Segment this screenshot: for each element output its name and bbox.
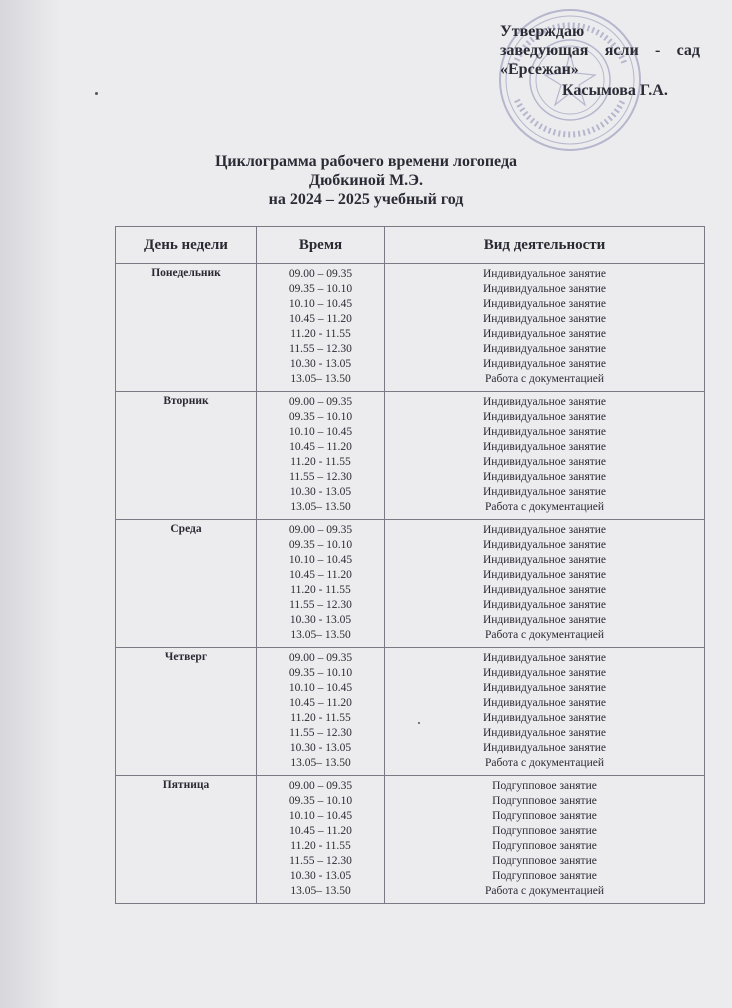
time-slot: 10.10 – 10.45 [288,682,353,694]
schedule-body [116,264,705,904]
activity-entry: Индивидуальное занятие [482,441,607,453]
activity-entry: Индивидуальное занятие [482,667,607,679]
header-time: Время [257,227,385,264]
time-slot: 10.10 – 10.45 [288,810,353,822]
activity-entry: Индивидуальное занятие [482,358,607,370]
activity-entry: Индивидуальное занятие [482,313,607,325]
time-cell [257,392,385,520]
activity-entry: Подгупповое занятие [492,795,597,807]
day-cell: Вторник [116,392,257,520]
title-line: на 2024 – 2025 учебный год [268,191,464,208]
approval-line: «Ерсежан» [500,61,579,78]
activity-entry: Индивидуальное занятие [482,584,607,596]
time-slot: 11.55 – 12.30 [289,855,352,867]
scan-speck [418,722,420,724]
time-slot: 10.45 – 11.20 [289,441,352,453]
time-slot: 10.45 – 11.20 [289,697,352,709]
approval-signature-name: Касымова Г.А. [562,82,668,99]
time-slot: 10.30 - 13.05 [289,486,352,498]
schedule-table [115,226,705,904]
table-row [116,776,705,904]
time-slot: 09.35 – 10.10 [288,283,353,295]
activity-cell [385,648,705,776]
time-slot: 10.45 – 11.20 [289,313,352,325]
day-cell: Среда [116,520,257,648]
activity-entry: Индивидуальное занятие [482,554,607,566]
time-slot: 13.05– 13.50 [290,373,351,385]
time-slot: 11.20 - 11.55 [290,840,351,852]
time-slot: 11.20 - 11.55 [290,712,351,724]
time-slot: 13.05– 13.50 [290,629,351,641]
activity-entry: Индивидуальное занятие [482,682,607,694]
table-row [116,520,705,648]
time-slot: 10.30 - 13.05 [289,358,352,370]
time-slot: 09.00 – 09.35 [288,780,353,792]
activity-cell [385,520,705,648]
activity-entry: Индивидуальное занятие [482,727,607,739]
activity-entry: Индивидуальное занятие [482,712,607,724]
activity-entry: Индивидуальное занятие [482,471,607,483]
activity-entry: Работа с документацией [484,629,605,641]
activity-entry: Подгупповое занятие [492,780,597,792]
activity-entry: Подгупповое занятие [492,870,597,882]
header-day: День недели [116,227,257,264]
activity-entry: Подгупповое занятие [492,855,597,867]
activity-cell [385,392,705,520]
time-slot: 10.45 – 11.20 [289,569,352,581]
activity-entry: Индивидуальное занятие [482,328,607,340]
table-header-row [116,227,705,264]
scan-speck [95,92,98,95]
time-slot: 09.35 – 10.10 [288,411,353,423]
time-slot: 09.00 – 09.35 [288,396,353,408]
day-cell: Пятница [116,776,257,904]
activity-entry: Индивидуальное занятие [482,524,607,536]
activity-entry: Подгупповое занятие [492,825,597,837]
time-slot: 11.20 - 11.55 [290,328,351,340]
activity-entry: Индивидуальное занятие [482,411,607,423]
time-cell [257,648,385,776]
time-cell [257,264,385,392]
time-slot: 10.30 - 13.05 [289,614,352,626]
time-slot: 09.00 – 09.35 [288,268,353,280]
activity-entry: Индивидуальное занятие [482,599,607,611]
time-slot: 11.20 - 11.55 [290,456,351,468]
time-slot: 11.55 – 12.30 [289,343,352,355]
table-row [116,392,705,520]
day-cell: Понедельник [116,264,257,392]
activity-entry: Индивидуальное занятие [482,742,607,754]
day-cell: Четверг [116,648,257,776]
time-slot: 11.20 - 11.55 [290,584,351,596]
time-slot: 09.35 – 10.10 [288,539,353,551]
time-slot: 10.10 – 10.45 [288,426,353,438]
time-cell [257,520,385,648]
activity-entry: Индивидуальное занятие [482,396,607,408]
activity-entry: Индивидуальное занятие [482,283,607,295]
time-slot: 13.05– 13.50 [290,757,351,769]
activity-entry: Индивидуальное занятие [482,343,607,355]
activity-entry: Индивидуальное занятие [482,268,607,280]
activity-entry: Индивидуальное занятие [482,456,607,468]
activity-cell [385,776,705,904]
title-line: Циклограмма рабочего времени логопеда [214,153,518,170]
activity-entry: Работа с документацией [484,501,605,513]
time-slot: 11.55 – 12.30 [289,727,352,739]
time-slot: 10.30 - 13.05 [289,870,352,882]
activity-entry: Индивидуальное занятие [482,652,607,664]
activity-entry: Индивидуальное занятие [482,614,607,626]
title-line: Дюбкиной М.Э. [308,172,424,189]
activity-entry: Индивидуальное занятие [482,298,607,310]
activity-entry: Работа с документацией [484,885,605,897]
activity-entry: Индивидуальное занятие [482,426,607,438]
time-slot: 09.35 – 10.10 [288,795,353,807]
approval-block [500,22,700,100]
time-slot: 10.30 - 13.05 [289,742,352,754]
table-row [116,648,705,776]
activity-entry: Индивидуальное занятие [482,539,607,551]
header-activity: Вид деятельности [385,227,705,264]
time-slot: 10.10 – 10.45 [288,554,353,566]
table-row [116,264,705,392]
approval-line: заведующая ясли - сад [500,42,700,59]
time-cell [257,776,385,904]
document-title [0,152,732,209]
activity-entry: Индивидуальное занятие [482,697,607,709]
activity-cell [385,264,705,392]
time-slot: 13.05– 13.50 [290,501,351,513]
time-slot: 11.55 – 12.30 [289,471,352,483]
activity-entry: Работа с документацией [484,757,605,769]
approval-line: Утверждаю [500,23,585,40]
activity-entry: Подгупповое занятие [492,810,597,822]
activity-entry: Работа с документацией [484,373,605,385]
time-slot: 10.10 – 10.45 [288,298,353,310]
time-slot: 10.45 – 11.20 [289,825,352,837]
activity-entry: Индивидуальное занятие [482,486,607,498]
activity-entry: Индивидуальное занятие [482,569,607,581]
time-slot: 09.35 – 10.10 [288,667,353,679]
time-slot: 09.00 – 09.35 [288,524,353,536]
time-slot: 11.55 – 12.30 [289,599,352,611]
activity-entry: Подгупповое занятие [492,840,597,852]
time-slot: 13.05– 13.50 [290,885,351,897]
time-slot: 09.00 – 09.35 [288,652,353,664]
